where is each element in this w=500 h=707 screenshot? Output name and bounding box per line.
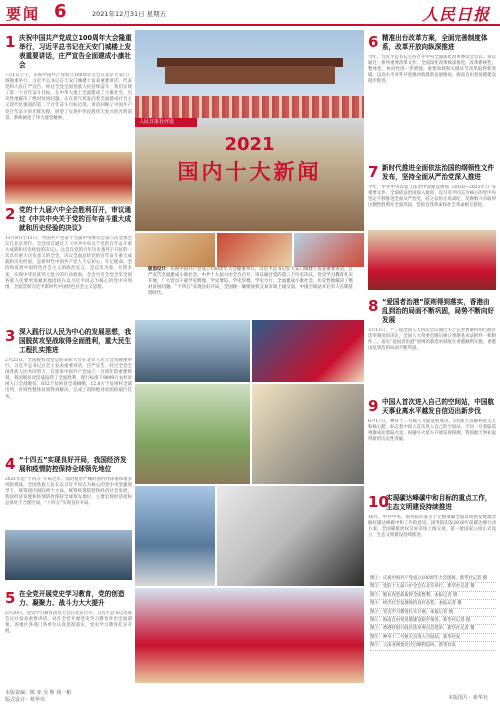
editors-credit xyxy=(5,690,71,704)
photo-lab-research xyxy=(252,384,364,484)
item-body: 6月17日，神舟十二号载人飞船发射成功，3名航天员顺利进入天和核心舱，标志着中国人首次进入自己的空间站。天问一号着陆巡视器成功着陆火星，祝融号火星车开展巡视探测，我国航天事业取得新的历史性突破。 xyxy=(368,419,496,443)
item-headline: 庆祝中国共产党成立100周年大会隆重举行，习近平总书记在天安门城楼上发表重要讲话，庄严宣告全面建成小康社会 xyxy=(19,34,132,69)
item-number: 5 xyxy=(5,589,16,607)
tiananmen-building xyxy=(165,66,335,84)
photo-hong-kong xyxy=(135,320,250,382)
item-body: 今年，中共中央印发《法治中国建设规划（2020—2025年）》等重要文件，全面依法治国深入推进。以习近平同志为核心的党中央坚定不移推进全面从严治党，持之以恒正风肃纪，反腐败斗争取得压倒性胜利并全面巩固，党的自我革命和社会革命相互促进。 xyxy=(368,185,496,209)
photo-credit-line: 图⑦：香港特别行政区选举委员会选举。新华社记者 摄 xyxy=(370,625,496,633)
hero-year: 2021 xyxy=(224,134,275,155)
issue-date: 2021年12月31日 星期五 xyxy=(92,10,167,18)
item-headline: 深入践行以人民为中心的发展思想，我国脱贫攻坚战取得全面胜利，重大民生工程扎实推进 xyxy=(19,328,132,354)
item-headline: 精准出台改革方案，全面完善制度体系，改革开放向纵深推进 xyxy=(382,34,488,51)
item-headline: 中国人首次进入自己的空间站，中国航天事业离水平越发自信迈出新步伐 xyxy=(382,398,495,415)
item-headline: “爱国者治港”原则得到落实，香港由乱到治的局面不断巩固，局势不断向好发展 xyxy=(382,298,495,324)
photo-poverty-village xyxy=(135,233,215,267)
photo-credit-line: 图⑨：云南亚洲象北迁后顺利返回。新华社发 xyxy=(370,642,496,650)
section-title: 要闻 xyxy=(6,5,41,23)
news-item-4 xyxy=(5,456,132,533)
design-line: 版式设计：蔡华伟 xyxy=(5,697,46,703)
photo-credits xyxy=(370,575,496,651)
item-number: 6 xyxy=(368,33,379,51)
newspaper-logo: 人民日报 xyxy=(421,5,490,24)
news-item-9 xyxy=(368,398,496,487)
news-item-10 xyxy=(368,494,496,565)
item-body: 11月8日至11日，中国共产党第十九届中央委员会第六次全体会议在北京举行。全会审议通过了《中共中央关于党的百年奋斗重大成就和历史经验的决议》。这是在党的百年历史条件下开好的一次具有重大历史意义的全会，决议全面总结党的百年奋斗重大成就和历史经验，是新时代中国共产党人不忘初心、牢记使命、坚持和发展中国特色社会主义的政治宣言，是以史为鉴、开创未来，实现中华民族伟大复兴的行动指南。全会号召全党全军全国各族人民要更加紧密地团结在以习近平同志为核心的党中央周围，全面贯彻习近平新时代中国特色社会主义思想。 xyxy=(5,236,132,290)
item-number: 2 xyxy=(5,205,16,223)
caption-text: 庆祝中国共产党成立100周年大会隆重举行，习近平总书记在天安门城楼上发表重要讲话，庄严宣告全面建成小康社会。中共十九届六中全会召开，审议通过党的第三个历史决议。党史学习教育扎实开展，广大党员干部学史明理、学史增信、学史崇德、学史力行。全面建成小康社会，历史性地解决了绝对贫困问题。“十四五”实现良好开局，全国统一碳排放权交易市场上线交易，中国空间站开启有人长期驻留时代。 xyxy=(148,267,353,297)
editors-line: 本版责编：陈 亚 吴 斯 钱一彬 xyxy=(5,690,72,696)
page-masthead xyxy=(0,0,500,26)
news-item-2 xyxy=(5,206,132,336)
item-body: 7月1日上午，庆祝中国共产党成立100周年大会在北京天安门广场隆重举行。习近平总书记在天安门城楼上发表重要讲话，代表党和人民庄严宣告，经过全党全国各族人民持续奋斗，我们实现了第一个百年奋斗目标，在中华大地上全面建成了小康社会，历史性地解决了绝对贫困问题，正在意气风发向着全面建成社会主义现代化强国的第二个百年奋斗目标迈进。讲话回顾了中国共产党百年奋斗的光辉历程，展望了实现中华民族伟大复兴的光明前景，系统阐述了伟大建党精神。 xyxy=(5,73,132,121)
photo-credit-line: 图⑧：神舟十二号航天员进入空间站。新华社发 xyxy=(370,634,496,642)
item-number: 1 xyxy=(5,33,16,51)
item-number: 3 xyxy=(5,327,16,345)
item-body: 2月25日，全国脱贫攻坚总结表彰大会在北京人民大会堂隆重举行。习近平总书记在会上发表重要讲话，庄严宣告，经过全党全国各族人民共同努力，在迎来中国共产党成立一百周年的重要时刻，我国脱贫攻坚战取得了全面胜利，现行标准下9899万农村贫困人口全部脱贫，832个贫困县全部摘帽，12.8万个贫困村全部出列，区域性整体贫困得到解决，完成了消除绝对贫困的艰巨任务。 xyxy=(5,358,132,400)
item-body: 2月20日，党史学习教育动员大会在北京召开。习近平总书记出席会议并发表重要讲话，对在全党开展党史学习教育作出全面部署。各地区各部门各单位认真贯彻落实，党史学习教育扎实开展。 xyxy=(5,611,132,635)
photo-astronauts xyxy=(217,486,364,586)
item-number: 10 xyxy=(368,493,389,511)
photo-hong-kong-vote xyxy=(252,320,364,382)
photo-credit-line: 图⑤：党史学习教育扎实开展。本报记者 摄 xyxy=(370,609,496,617)
news-item-7 xyxy=(368,164,496,229)
photo-expo xyxy=(135,588,364,683)
item-number: 9 xyxy=(368,397,379,415)
celebration-crowd xyxy=(135,96,364,118)
photo-source-credit: 本版图片：新华社 xyxy=(448,695,489,701)
item-headline: “十四五”实现良好开局，我国经济发展和疫情防控保持全球领先地位 xyxy=(19,456,127,473)
photo-economy-harbor xyxy=(5,530,132,580)
item-headline: 在全党开展党史学习教育，党的创造力、凝聚力、战斗力大大提升 xyxy=(19,590,125,607)
photo-credit-line: 图⑥：海南自由贸易港建设稳步推进。新华社记者 摄 xyxy=(370,617,496,625)
item-body: 2021年是“十四五”开局之年。面对复杂严峻的国内外环境和诸多风险挑战，全国各族人民在以习近平同志为核心的党中央坚强领导下，统筹国内国际两个大局，统筹疫情防控和经济社会发展，我国经济发展和疫情防控保持全球领先地位，主要宏观经济指标总体处于合理区间，“十四五”实现良好开局。 xyxy=(5,477,132,507)
photo-hainan-port xyxy=(135,486,215,586)
photo-credit-line: 图③：脱贫攻坚战取得全面胜利。本报记者 摄 xyxy=(370,592,496,600)
item-headline: 实现碳达峰碳中和目标的重点工作，生态文明建设持续推进 xyxy=(386,494,492,511)
photo-credit-line: 图②：党的十九届六中全会在北京举行。新华社记者 摄 xyxy=(370,583,496,591)
news-item-5 xyxy=(5,590,132,683)
hero-banner-label: 人民日报社评选 xyxy=(135,118,197,127)
page-number: 6 xyxy=(54,1,67,22)
photo-rule-of-law xyxy=(368,230,496,290)
photo-elephants xyxy=(135,384,250,484)
item-body: 3月11日，十三届全国人大四次会议通过关于完善香港特别行政区选举制度的决定，全国人大常委会随后修订香港基本法附件一和附件二。落实“爱国者治港”原则的新选举制度在香港顺利实施，香港由乱到治的局面不断巩固。 xyxy=(368,328,496,352)
caption-label: 版面设计： xyxy=(148,267,171,272)
item-number: 7 xyxy=(368,163,379,181)
photo-centenary-celebration xyxy=(5,152,132,204)
photo-credit-line: 图④：经济社会发展保持良好态势。本报记者 摄 xyxy=(370,600,496,608)
item-headline: 新时代推进全面依法治国的纲领性文件发布，坚持全面从严治党深入推进 xyxy=(382,164,495,181)
hero-title: 国内十大新闻 xyxy=(177,160,322,184)
news-item-1 xyxy=(5,34,132,153)
news-item-8 xyxy=(368,298,496,396)
news-item-6 xyxy=(368,34,496,165)
hero-banner xyxy=(135,30,364,231)
photo-plenary-session xyxy=(217,233,292,267)
item-number: 8 xyxy=(368,297,379,315)
item-number: 4 xyxy=(5,455,16,473)
item-body: 今年，习近平总书记主持召开中央全面深化改革委员会会议，审议通过一系列重要改革文件。全面深化改革纵深推进，改革系统性、整体性、协同性进一步增强，重要领域和关键环节改革取得新突破。以高水平对外开放推动构建新发展格局，海南自由贸易港建设稳步推进。 xyxy=(368,55,496,85)
photo-credit-line: 图①：庆祝中国共产党成立100周年大会现场。新华社记者 摄 xyxy=(370,575,496,583)
photo-caption xyxy=(148,267,353,297)
item-headline: 党的十九届六中全会胜利召开，审议通过《中共中央关于党的百年奋斗重大成就和历史经验的决议》 xyxy=(19,206,132,232)
item-body: 10月，中共中央、国务院印发关于完整准确全面贯彻新发展理念做好碳达峰碳中和工作的意见，国务院印发2030年前碳达峰行动方案。全国碳排放权交易市场上线交易，第一批国家公园正式设立，生态文明建设持续推进。 xyxy=(368,515,496,539)
photo-party-history xyxy=(294,233,364,267)
